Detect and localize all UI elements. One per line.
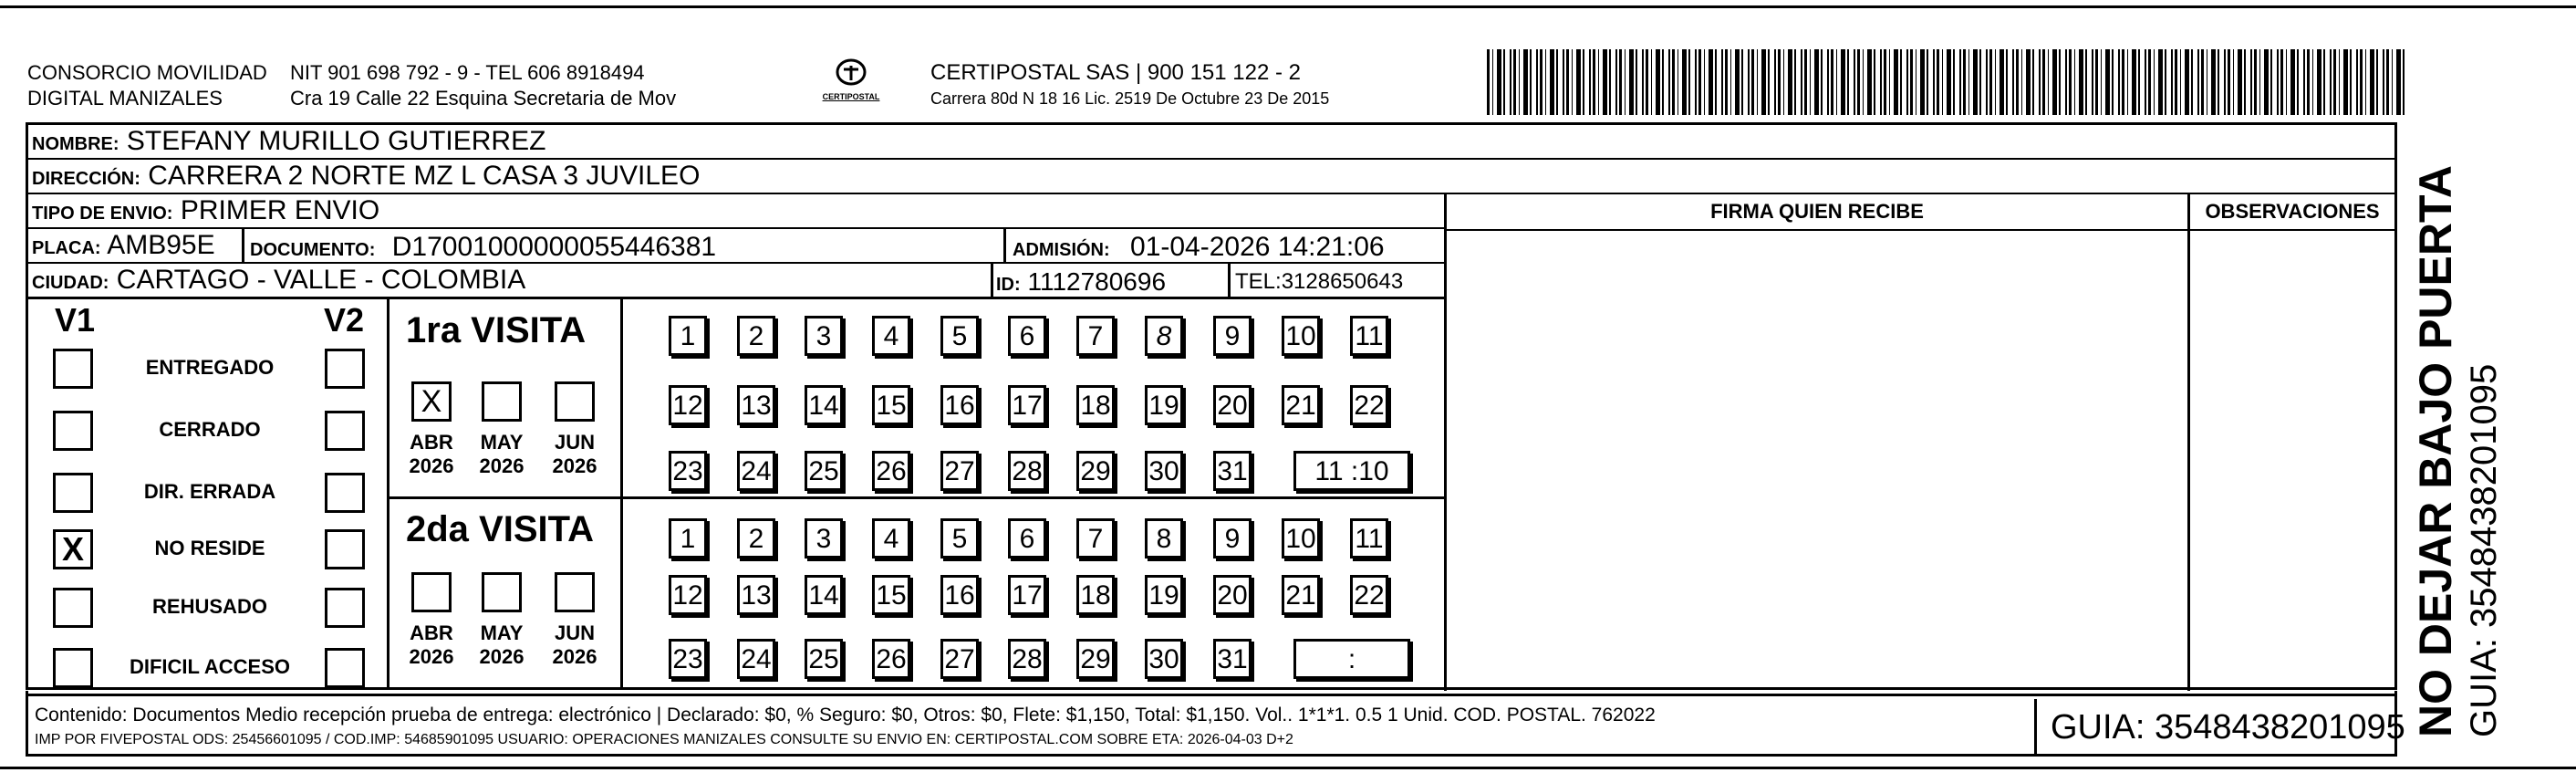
first-visit-day-29[interactable]: 29 — [1076, 451, 1115, 491]
second-visit-month-box-1[interactable] — [411, 572, 452, 612]
second-visit-month-1: ABR — [410, 621, 453, 644]
first-visit-day-7[interactable]: 7 — [1076, 316, 1115, 356]
first-visit-month-box-2[interactable] — [482, 381, 522, 422]
logo-text: CERTIPOSTAL — [822, 92, 880, 101]
tipo-value: PRIMER ENVIO — [180, 195, 380, 225]
first-visit-day-5[interactable]: 5 — [940, 316, 979, 356]
footer-line1: Contenido: Documentos Medio recepción prueba de entrega: electrónico | Declarado: $0, % Seguro: $0, Otros: $0, Flete: $1,150, Total: $1,150. Vol.. 1*1*1. 0.5 1 Unid. COD. POSTAL. 762022 — [35, 705, 1656, 726]
v1-checkbox-5[interactable] — [53, 588, 93, 628]
second-visit-day-22[interactable]: 22 — [1350, 575, 1388, 615]
top-edge-line — [0, 5, 2576, 8]
direccion-label: DIRECCIÓN: — [32, 169, 140, 189]
company-block — [27, 60, 267, 111]
ciudad-label: CIUDAD: — [32, 273, 109, 293]
first-visit-month-3: JUN — [554, 431, 595, 454]
second-visit-day-14[interactable]: 14 — [805, 575, 843, 615]
first-visit-day-28[interactable]: 28 — [1008, 451, 1046, 491]
nit-line2: Cra 19 Calle 22 Esquina Secretaria de Mov — [290, 87, 677, 110]
observaciones-area[interactable] — [2192, 234, 2393, 688]
second-visit-year-3: 2026 — [552, 645, 597, 668]
bottom-frame — [26, 691, 2397, 757]
admision-divider — [1003, 229, 1006, 264]
placa-value: AMB95E — [107, 230, 215, 260]
v2-checkbox-1[interactable] — [325, 349, 365, 389]
tel-cell — [1235, 266, 1403, 298]
first-visit-time-box[interactable]: 11 :10 — [1293, 451, 1410, 491]
first-visit-day-23[interactable]: 23 — [669, 451, 707, 491]
second-visit-day-31[interactable]: 31 — [1213, 639, 1252, 679]
first-visit-day-26[interactable]: 26 — [872, 451, 910, 491]
first-visit-day-16[interactable]: 16 — [940, 385, 979, 425]
second-visit-day-8[interactable]: 8 — [1145, 518, 1183, 559]
first-visit-month-2: MAY — [480, 431, 524, 454]
firma-label: FIRMA QUIEN RECIBE — [1710, 200, 1924, 223]
option-label-5: REHUSADO — [152, 595, 267, 618]
first-visit-day-15[interactable]: 15 — [872, 385, 910, 425]
second-visit-day-12[interactable]: 12 — [669, 575, 707, 615]
admision-label: ADMISIÓN: — [1013, 240, 1110, 260]
tel-value: 3128650643 — [1281, 269, 1404, 294]
first-visit-year-1: 2026 — [409, 454, 454, 477]
documento-label: DOCUMENTO: — [250, 240, 376, 260]
id-label: ID: — [996, 275, 1021, 295]
company-line1: CONSORCIO MOVILIDAD — [27, 61, 267, 84]
first-visit-day-10[interactable]: 10 — [1282, 316, 1320, 356]
bottom-edge-line — [0, 767, 2576, 769]
v1-checkbox-4[interactable]: X — [53, 529, 93, 569]
first-visit-day-9[interactable]: 9 — [1213, 316, 1252, 356]
second-visit-day-24[interactable]: 24 — [737, 639, 775, 679]
observaciones-left-border — [2187, 194, 2190, 691]
signature-left-border — [1444, 194, 1447, 691]
second-visit-day-19[interactable]: 19 — [1145, 575, 1183, 615]
company-line2: DIGITAL MANIZALES — [27, 87, 223, 110]
second-visit-title: 2da VISITA — [406, 509, 594, 549]
v2-checkbox-3[interactable] — [325, 473, 365, 513]
first-visit-day-25[interactable]: 25 — [805, 451, 843, 491]
observaciones-label: OBSERVACIONES — [2205, 200, 2380, 223]
first-visit-month-box-3[interactable] — [555, 381, 595, 422]
documento-cell — [250, 231, 716, 266]
signature-area[interactable] — [1449, 234, 2186, 688]
second-visit-day-23[interactable]: 23 — [669, 639, 707, 679]
v1-label: V1 — [55, 301, 96, 339]
second-visit-day-6[interactable]: 6 — [1008, 518, 1046, 559]
id-value: 1112780696 — [1027, 267, 1167, 296]
tel-divider — [1228, 264, 1231, 298]
second-visit-day-20[interactable]: 20 — [1213, 575, 1252, 615]
second-visit-day-2[interactable]: 2 — [737, 518, 775, 559]
first-visit-day-24[interactable]: 24 — [737, 451, 775, 491]
direccion-row — [28, 160, 2394, 194]
nit-block — [290, 60, 676, 111]
second-visit-day-28[interactable]: 28 — [1008, 639, 1046, 679]
admision-value: 01-04-2026 14:21:06 — [1130, 232, 1385, 262]
documento-value: D17001000000055446381 — [391, 232, 717, 262]
certipostal-logo — [815, 57, 888, 101]
option-label-6: DIFICIL ACCESO — [129, 655, 290, 678]
first-visit-day-14[interactable]: 14 — [805, 385, 843, 425]
id-divider — [991, 264, 993, 298]
second-visit-day-5[interactable]: 5 — [940, 518, 979, 559]
first-visit-day-31[interactable]: 31 — [1213, 451, 1252, 491]
second-visit-day-21[interactable]: 21 — [1282, 575, 1320, 615]
first-visit-day-20[interactable]: 20 — [1213, 385, 1252, 425]
first-visit-month-box-1[interactable]: X — [411, 381, 452, 422]
signature-header-bottom — [1444, 229, 2394, 231]
placa-divider — [242, 229, 244, 264]
nit-line1: NIT 901 698 792 - 9 - TEL 606 8918494 — [290, 61, 645, 84]
nombre-label: NOMBRE: — [32, 134, 119, 154]
second-visit-day-18[interactable]: 18 — [1076, 575, 1115, 615]
second-visit-day-25[interactable]: 25 — [805, 639, 843, 679]
first-visit-day-27[interactable]: 27 — [940, 451, 979, 491]
nombre-value: STEFANY MURILLO GUTIERREZ — [126, 126, 546, 156]
second-visit-day-13[interactable]: 13 — [737, 575, 775, 615]
footer-line2: IMP POR FIVEPOSTAL ODS: 25456601095 / COD.IMP: 54685901095 USUARIO: OPERACIONES MANIZALES CONSULTE SU ENVIO EN: CERTIPOSTAL.COM SOBRE ETA: 2026-04-03 D+2 — [35, 732, 1293, 747]
nombre-row — [28, 125, 2394, 160]
first-visit-day-22[interactable]: 22 — [1350, 385, 1388, 425]
first-visit-day-4[interactable]: 4 — [872, 316, 910, 356]
first-visit-month-1: ABR — [410, 431, 453, 454]
barcode — [1487, 49, 2408, 115]
id-cell — [996, 266, 1166, 301]
second-visit-day-9[interactable]: 9 — [1213, 518, 1252, 559]
second-visit-day-29[interactable]: 29 — [1076, 639, 1115, 679]
v1-checkbox-1[interactable] — [53, 349, 93, 389]
first-visit-day-12[interactable]: 12 — [669, 385, 707, 425]
second-visit-day-30[interactable]: 30 — [1145, 639, 1183, 679]
second-visit-day-1[interactable]: 1 — [669, 518, 707, 559]
second-visit-day-3[interactable]: 3 — [805, 518, 843, 559]
second-visit-month-box-3[interactable] — [555, 572, 595, 612]
second-visit-day-27[interactable]: 27 — [940, 639, 979, 679]
first-visit-day-30[interactable]: 30 — [1145, 451, 1183, 491]
direccion-value: CARRERA 2 NORTE MZ L CASA 3 JUVILEO — [148, 161, 701, 191]
certipostal-block — [930, 60, 1329, 111]
second-visit-day-10[interactable]: 10 — [1282, 518, 1320, 559]
second-visit-year-1: 2026 — [409, 645, 454, 668]
logo-icon — [833, 57, 869, 88]
second-visit-day-4[interactable]: 4 — [872, 518, 910, 559]
footer-guia: GUIA: 3548438201095 — [2051, 708, 2405, 746]
second-visit-month-3: JUN — [554, 621, 595, 644]
first-visit-day-19[interactable]: 19 — [1145, 385, 1183, 425]
v2-checkbox-6[interactable] — [325, 648, 365, 688]
first-visit-title: 1ra VISITA — [406, 310, 587, 350]
first-visit-day-17[interactable]: 17 — [1008, 385, 1046, 425]
option-label-4: NO RESIDE — [154, 537, 265, 559]
placa-label: PLACA: — [32, 238, 101, 258]
first-visit-day-11[interactable]: 11 — [1350, 316, 1388, 356]
tel-label: TEL: — [1235, 269, 1282, 294]
first-visit-day-21[interactable]: 21 — [1282, 385, 1320, 425]
second-visit-day-7[interactable]: 7 — [1076, 518, 1115, 559]
v1-checkbox-6[interactable] — [53, 648, 93, 688]
first-visit-day-6[interactable]: 6 — [1008, 316, 1046, 356]
first-visit-year-3: 2026 — [552, 454, 597, 477]
admision-cell — [1013, 231, 1385, 266]
second-visit-day-15[interactable]: 15 — [872, 575, 910, 615]
options-right-border — [387, 299, 390, 690]
certi-line2: Carrera 80d N 18 16 Lic. 2519 De Octubre 23 De 2015 — [930, 89, 1330, 108]
second-visit-month-box-2[interactable] — [482, 572, 522, 612]
v2-checkbox-5[interactable] — [325, 588, 365, 628]
option-label-2: CERRADO — [159, 418, 261, 441]
visit-column-divider — [620, 299, 623, 690]
certi-line1: CERTIPOSTAL SAS | 900 151 122 - 2 — [930, 60, 1301, 85]
side-line2: GUIA: 3548438201095 — [2464, 363, 2504, 737]
second-visit-day-17[interactable]: 17 — [1008, 575, 1046, 615]
visit-divider — [390, 496, 1444, 499]
second-visit-day-11[interactable]: 11 — [1350, 518, 1388, 559]
first-visit-day-1[interactable]: 1 — [669, 316, 707, 356]
v2-label: V2 — [324, 301, 365, 339]
option-label-3: DIR. ERRADA — [143, 480, 276, 503]
ciudad-row — [28, 264, 1444, 299]
second-visit-year-2: 2026 — [479, 645, 525, 668]
tipo-row — [28, 194, 1444, 229]
first-visit-day-13[interactable]: 13 — [737, 385, 775, 425]
option-label-1: ENTREGADO — [145, 356, 275, 379]
v1-checkbox-3[interactable] — [53, 473, 93, 513]
second-visit-time-box[interactable]: : — [1293, 639, 1410, 679]
first-visit-day-2[interactable]: 2 — [737, 316, 775, 356]
side-warning — [2408, 165, 2505, 737]
side-line1: NO DEJAR BAJO PUERTA — [2410, 165, 2461, 737]
v2-checkbox-2[interactable] — [325, 411, 365, 451]
first-visit-day-3[interactable]: 3 — [805, 316, 843, 356]
first-visit-day-18[interactable]: 18 — [1076, 385, 1115, 425]
second-visit-day-26[interactable]: 26 — [872, 639, 910, 679]
v2-checkbox-4[interactable] — [325, 529, 365, 569]
v1-checkbox-2[interactable] — [53, 411, 93, 451]
second-visit-month-2: MAY — [480, 621, 524, 644]
first-visit-year-2: 2026 — [479, 454, 525, 477]
first-visit-day-8[interactable]: 8 — [1145, 316, 1183, 356]
second-visit-day-16[interactable]: 16 — [940, 575, 979, 615]
ciudad-value: CARTAGO - VALLE - COLOMBIA — [116, 265, 526, 295]
tipo-label: TIPO DE ENVIO: — [32, 204, 173, 224]
